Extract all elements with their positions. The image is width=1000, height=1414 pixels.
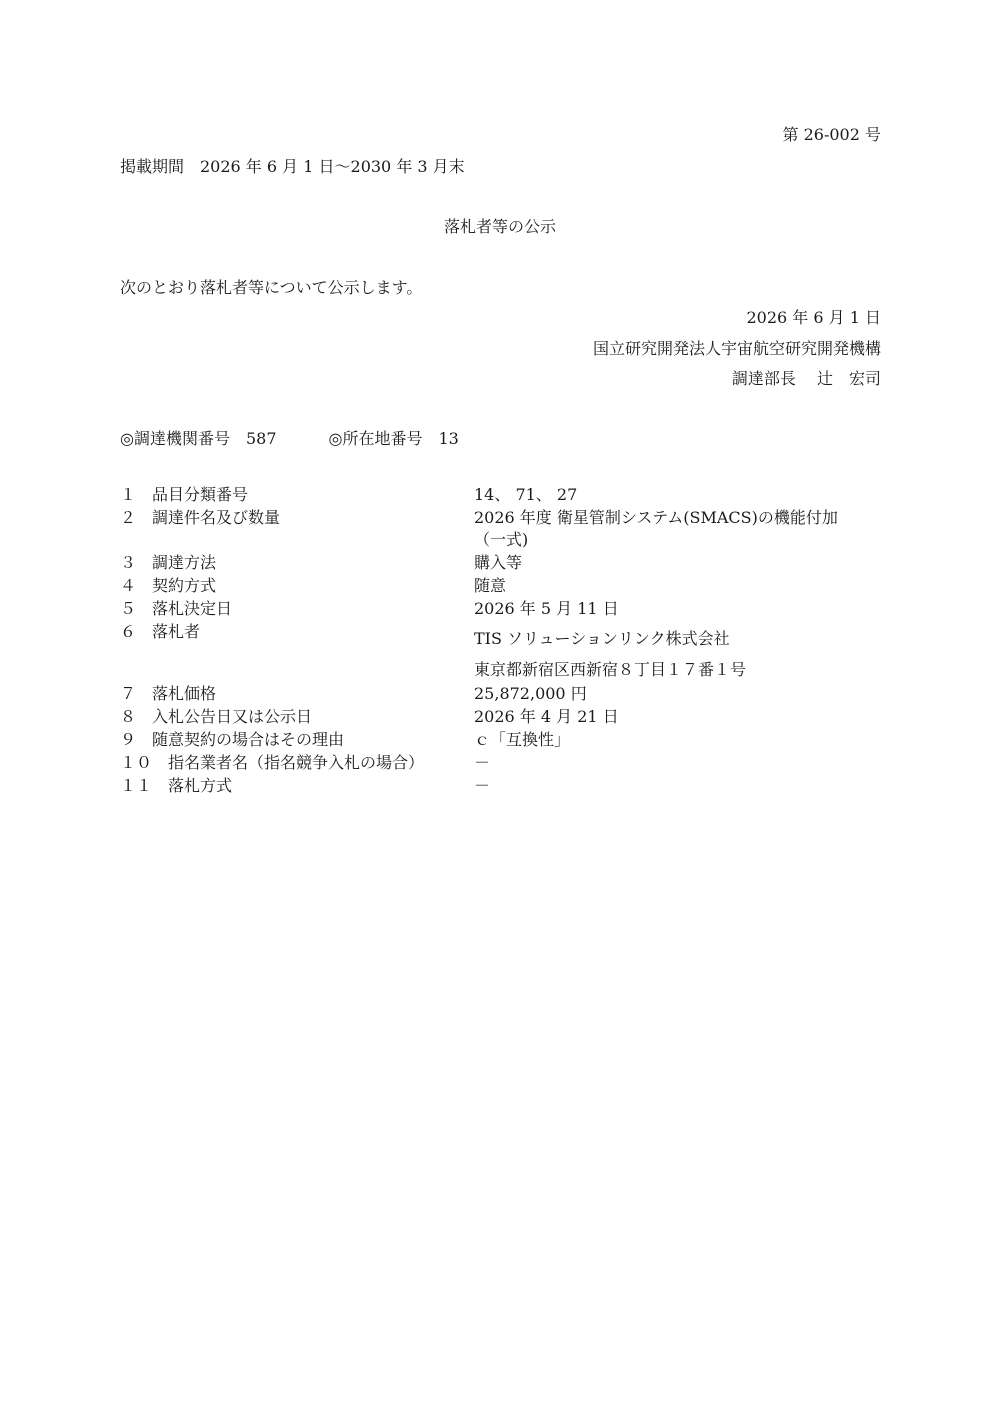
item-label: ８ 入札公告日又は公示日 <box>120 707 313 726</box>
item-value: 14、 71、 27 <box>474 485 578 504</box>
item-value: － <box>474 776 491 795</box>
intro-text: 次のとおり落札者等について公示します。 <box>120 278 423 297</box>
item-value-continued: （一式) <box>474 530 529 549</box>
page-title: 落札者等の公示 <box>443 217 556 236</box>
item-value: ｃ「互換性」 <box>474 730 571 749</box>
item-value: 2026 年度 衛星管制システム(SMACS)の機能付加 <box>474 508 838 527</box>
winner-address: 東京都新宿区西新宿８丁目１７番１号 <box>474 660 747 679</box>
item-label: ２ 調達件名及び数量 <box>120 508 281 527</box>
item-label: ５ 落札決定日 <box>120 599 233 618</box>
agency-number: ◎調達機関番号 587 <box>120 429 277 448</box>
item-label: １１ 落札方式 <box>120 776 233 795</box>
location-number: ◎所在地番号 13 <box>328 429 459 448</box>
organization-name: 国立研究開発法人宇宙航空研究開発機構 <box>592 339 881 358</box>
item-label: ６ 落札者 <box>120 622 201 641</box>
item-value: 購入等 <box>474 553 523 572</box>
document-number: 第 26-002 号 <box>782 125 881 144</box>
item-value: － <box>474 753 491 772</box>
item-label: ９ 随意契約の場合はその理由 <box>120 730 345 749</box>
item-value: 2026 年 5 月 11 日 <box>474 599 619 618</box>
winner-name: TIS ソリューションリンク株式会社 <box>474 629 730 648</box>
item-value: 25,872,000 円 <box>474 684 587 703</box>
item-label: ３ 調達方法 <box>120 553 217 572</box>
code-line <box>120 429 459 448</box>
item-label: ４ 契約方式 <box>120 576 217 595</box>
item-value: 2026 年 4 月 21 日 <box>474 707 619 726</box>
item-value: 随意 <box>474 576 507 595</box>
item-label: ７ 落札価格 <box>120 684 217 703</box>
item-label: １０ 指名業者名（指名競争入札の場合） <box>120 753 425 772</box>
posting-period: 掲載期間 2026 年 6 月 1 日～2030 年 3 月末 <box>120 157 465 176</box>
issue-date: 2026 年 6 月 1 日 <box>746 308 881 327</box>
official-name: 調達部長 辻 宏司 <box>731 369 881 388</box>
item-label: １ 品目分類番号 <box>120 485 249 504</box>
